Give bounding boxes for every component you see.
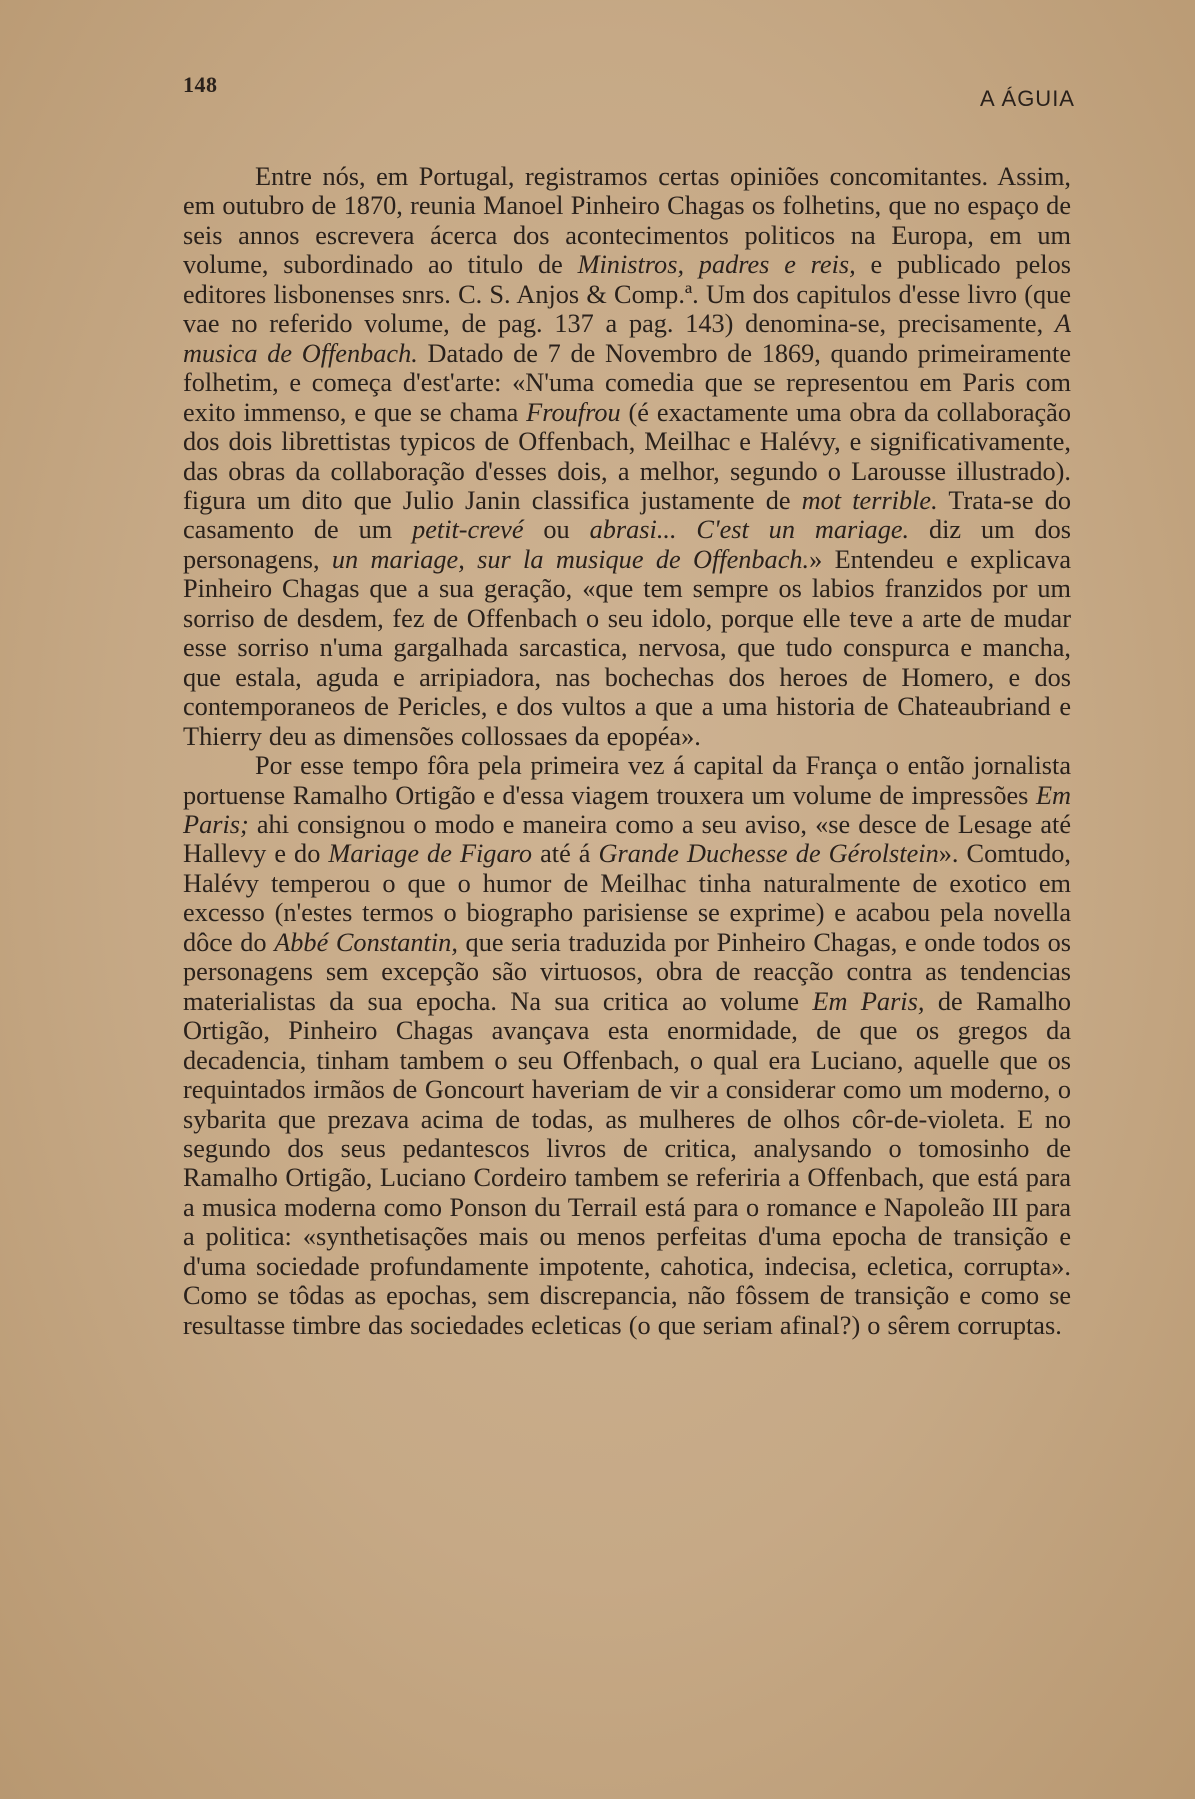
text-run: e publicado pelos editores lisbonenses snrs. C. S. Anjos & Comp.ª. Um dos capitulos d'esse livro (que vae no referido volume, de pag. 137 a pag. 143) denomina-se, precisamente, [183,250,1071,339]
italic-text-run: mot terrible. [801,485,938,515]
text-run: Entre nós, em Portugal, registramos certas opiniões concomitantes. Assim, em outubro de 1870, reunia Manoel Pinheiro Chagas os folhetins, que no espaço de seis annos escrevera ácerca dos acontecimentos politicos na Europa, em um volume, subordinado ao titulo de [183,162,1071,280]
italic-text-run: abrasi... C'est un mariage. [589,515,910,545]
body-text [183,162,1071,1340]
text-run: de Ramalho Ortigão, Pinheiro Chagas avançava esta enormidade, de que os gregos da decadencia, tinham tambem o seu Offenbach, o qual era Luciano, aquelle que os requintados irmãos de Goncourt haveriam de vir a considerar como um moderno, o sybarita que prezava acima de todas, as mulheres de olhos côr-de-violeta. E no segundo dos seus pedantescos livros de critica, analysando o tomosinho de Ramalho Ortigão, Luciano Cordeiro tambem se referiria a Offenbach, que está para a musica moderna como Ponson du Terrail está para o romance e Napoleão III para a politica: «synthetisações mais ou menos perfeitas d'uma epocha de transição e d'uma sociedade profundamente impotente, cahotica, indecisa, ecletica, corrupta». Como se tôdas as epochas, sem discrepancia, não fôssem de transição e como se resultasse timbre das sociedades ecleticas (o que seriam afinal?) o sêrem corruptas. [183,986,1071,1340]
page-number: 148 [183,72,218,97]
text-run: » Entendeu e explicava Pinheiro Chagas que a sua geração, «que tem sempre os labios franzidos por um sorriso de desdem, fez de Offenbach o seu idolo, porque elle teve a arte de mudar esse sorriso n'uma gargalhada sarcastica, nervosa, que tudo conspurca e mancha, que estala, aguda e arripiadora, nas bochechas dos heroes de Homero, e dos contemporaneos de Pericles, e dos vultos a que a uma historia de Chateaubriand e Thierry deu as dimensões collossaes da epopéa». [183,544,1071,751]
text-run: (é exactamente uma obra da collaboração dos dois librettistas typicos de Offenbach, Meilhac e Halévy, e significativamente, das obras da collaboração d'esses dois, a melhor, segundo o Larousse illustrado). figura um dito que Julio Janin classifica justamente de [183,397,1071,515]
paragraph [183,162,1071,751]
italic-text-run: Mariage de Figaro [328,839,533,869]
text-run: diz um dos personagens, [183,515,1072,574]
text-run: que seria traduzida por Pinheiro Chagas, e onde todos os personagens sem excepção são virtuosos, obra de reacção contra as tendencias materialistas da sua epocha. Na sua critica ao volume [183,927,1071,1016]
italic-text-run: Em Paris; [183,780,1071,839]
text-run: Datado de 7 de Novembro de 1869, quando primeiramente folhetim, e começa d'est'arte: «N'uma comedia que se representou em Paris com exito immenso, e que se chama [183,338,1071,427]
text-run: ». Comtudo, Halévy temperou o que o humor de Meilhac tinha naturalmente de exotico em excesso (n'estes termos o biographo parisiense se exprime) e acabou pela novella dôce do [183,839,1071,957]
italic-text-run: Ministros, padres e reis, [577,250,856,280]
italic-text-run: Em Paris, [812,986,925,1016]
italic-text-run: Grande Duchesse de Gérolstein [598,839,939,869]
text-run: até á [532,839,599,869]
italic-text-run: un mariage, sur la musique de Offenbach. [331,544,810,574]
text-run: ahi consignou o modo e maneira como a seu aviso, «se desce de Lesage até Hallevy e do [183,809,1071,869]
text-run: Por esse tempo fôra pela primeira vez á capital da França o então jornalista portuense Ramalho Ortigão e d'essa viagem trouxera um volume de impressões [183,751,1071,810]
italic-text-run: Abbé Constantin, [274,927,458,957]
italic-text-run: petit-crevé [412,515,524,545]
italic-text-run: A musica de Offenbach. [183,309,1071,368]
running-title: A ÁGUIA [979,86,1075,111]
page-header [183,72,1075,112]
italic-text-run: Froufrou [526,397,621,427]
paragraph [183,751,1071,1340]
text-run: Trata-se do casamento de um [183,485,1071,545]
text-run: ou [523,515,590,545]
